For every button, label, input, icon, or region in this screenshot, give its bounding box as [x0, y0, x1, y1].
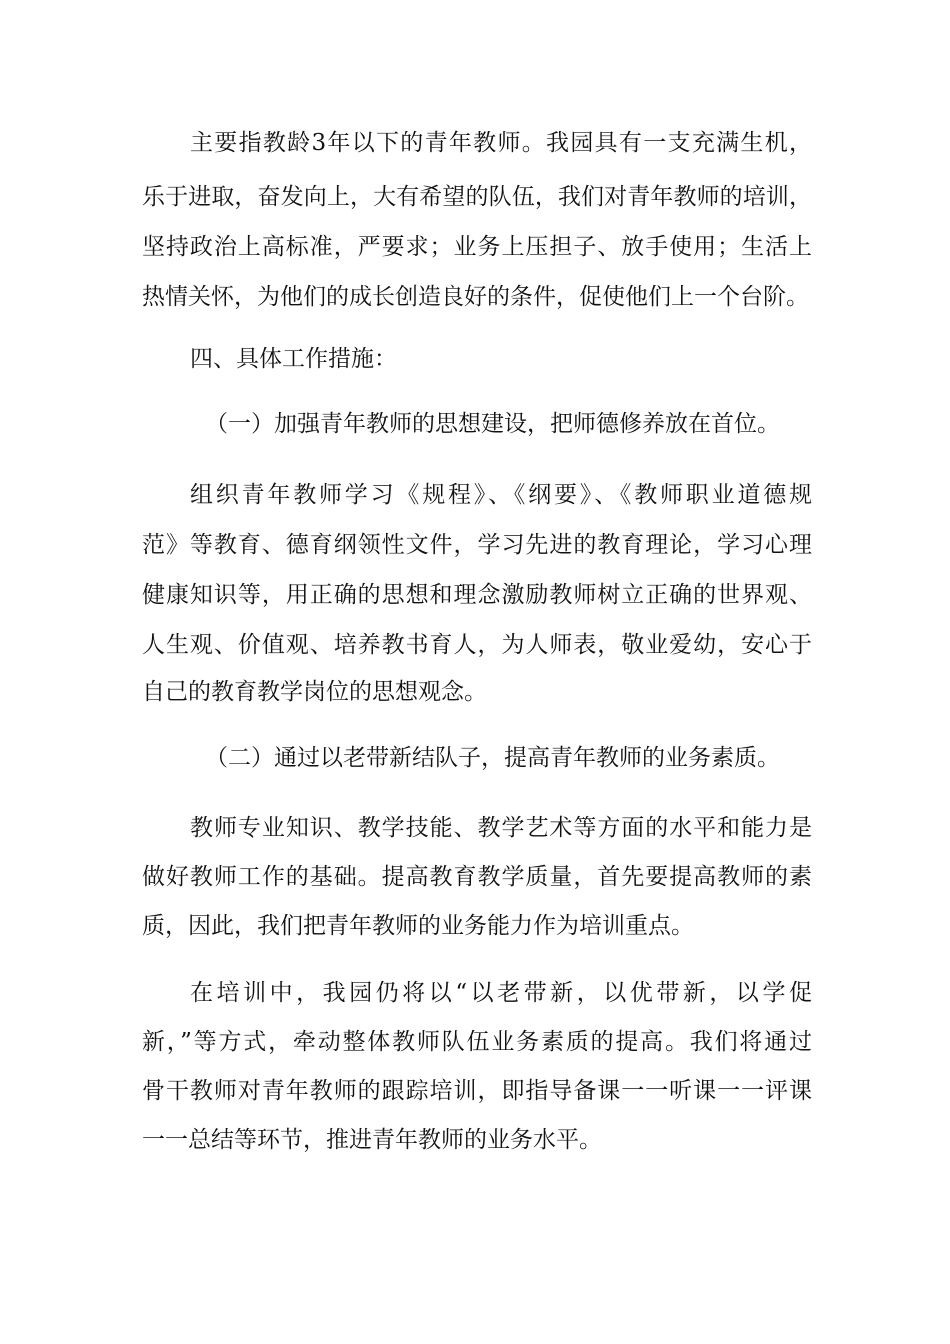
paragraph-line: 主要指教龄3年以下的青年教师。我园具有一支充满生机，: [190, 130, 812, 156]
paragraph-line: 组织青年教师学习《规程》、《纲要》、《教师职业道德规: [190, 482, 812, 508]
paragraph-line: 新，”等方式，牵动整体教师队伍业务素质的提高。我们将通过: [142, 1029, 812, 1055]
paragraph-line: 骨干教师对青年教师的跟踪培训，即指导备课一一听课一一评课: [142, 1078, 812, 1104]
paragraph-line: 健康知识等，用正确的思想和理念激励教师树立正确的世界观、: [142, 582, 812, 608]
paragraph-line: 热情关怀，为他们的成长创造良好的条件，促使他们上一个台阶。: [142, 284, 809, 310]
paragraph-line: 一一总结等环节，推进青年教师的业务水平。: [142, 1127, 602, 1153]
paragraph-line: 坚持政治上高标准，严要求；业务上压担子、放手使用；生活上: [142, 234, 812, 260]
paragraph-line: 自己的教育教学岗位的思想观念。: [142, 679, 487, 705]
paragraph-line: 教师专业知识、教学技能、教学艺术等方面的水平和能力是: [190, 815, 812, 841]
subsection-heading: （一）加强青年教师的思想建设，把师德修养放在首位。: [205, 411, 780, 437]
paragraph-line: 乐于进取，奋发向上，大有希望的队伍，我们对青年教师的培训，: [142, 184, 812, 210]
section-heading: 四、具体工作措施：: [190, 346, 397, 372]
subsection-heading: （二）通过以老带新结队子，提高青年教师的业务素质。: [205, 745, 780, 771]
paragraph-line: 质，因此，我们把青年教师的业务能力作为培训重点。: [142, 913, 694, 939]
paragraph-line: 做好教师工作的基础。提高教育教学质量，首先要提高教师的素: [142, 864, 812, 890]
paragraph-line: 范》等教育、德育纲领性文件，学习先进的教育理论，学习心理: [142, 532, 812, 558]
paragraph-line: 人生观、价值观、培养教书育人，为人师表，敬业爱幼，安心于: [142, 632, 812, 658]
paragraph-line: 在培训中，我园仍将以“以老带新，以优带新，以学促: [190, 980, 812, 1006]
